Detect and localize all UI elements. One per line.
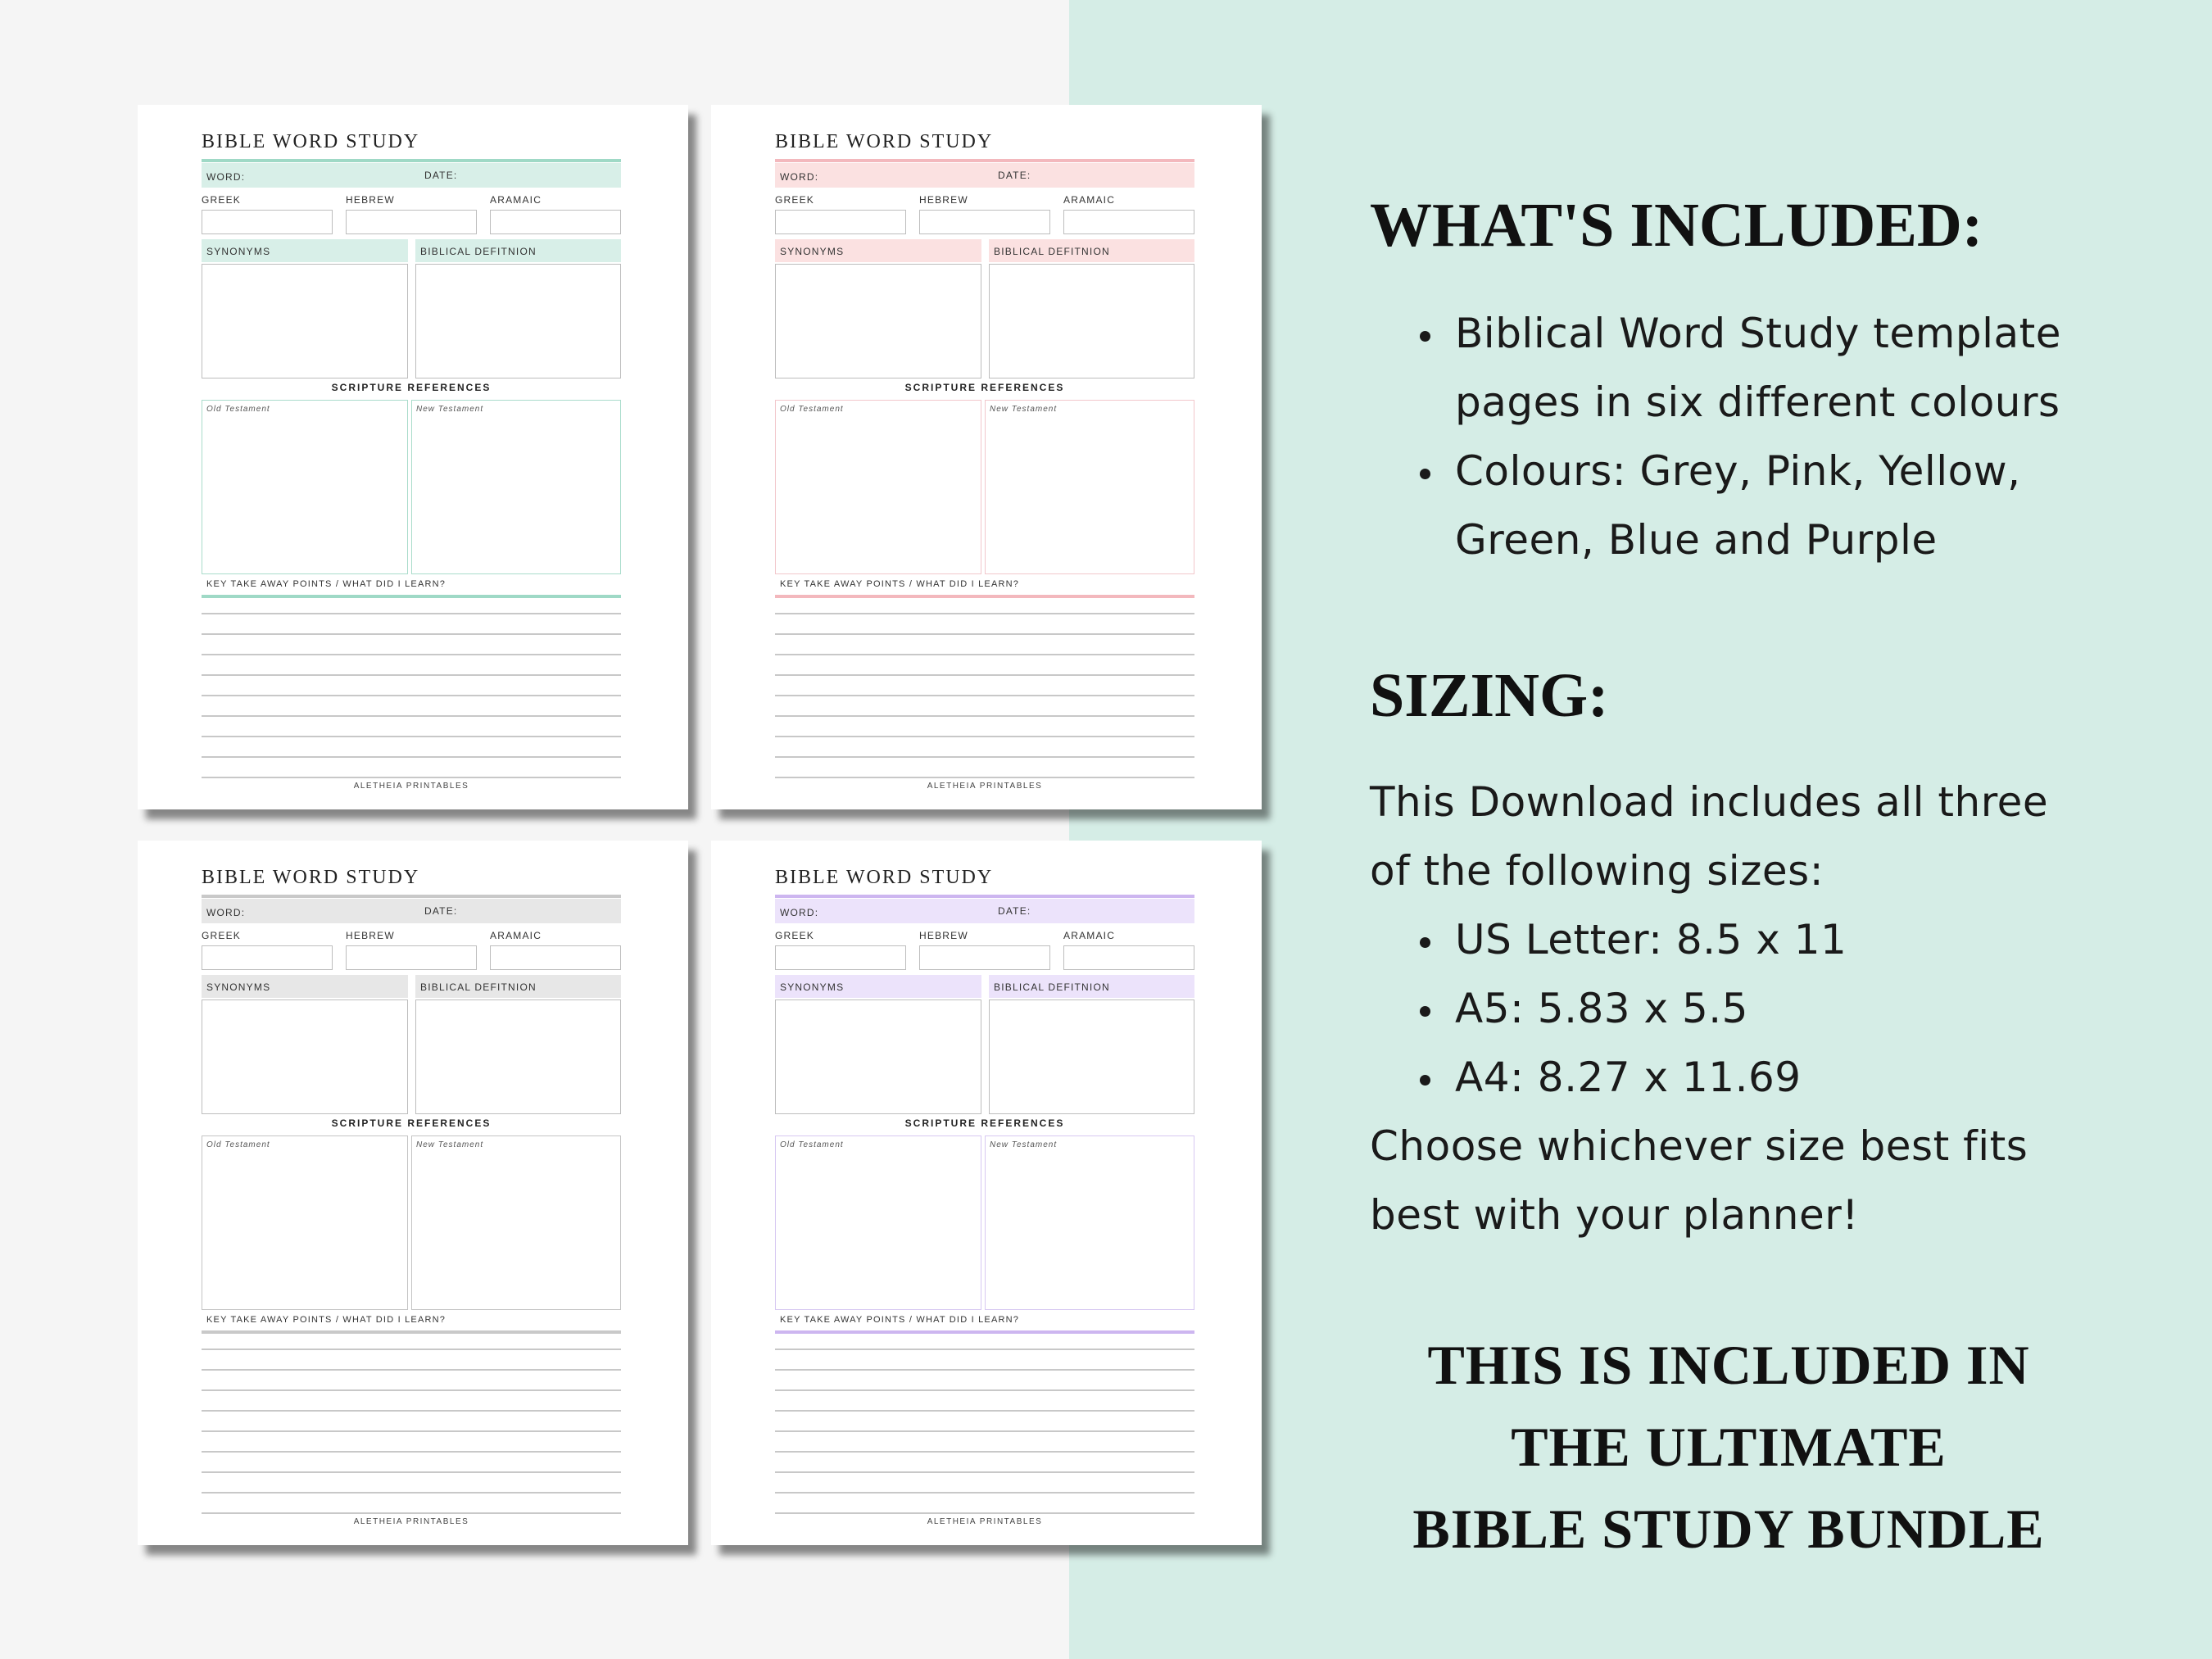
synonyms-box xyxy=(775,999,981,1114)
word-label: WORD: xyxy=(206,907,246,918)
new-testament-box xyxy=(985,1135,1194,1310)
note-line xyxy=(775,633,1194,635)
planner-title: BIBLE WORD STUDY xyxy=(202,867,420,888)
note-line xyxy=(202,1471,621,1473)
word-date-bar xyxy=(202,163,621,188)
greek-label: GREEK xyxy=(202,194,242,206)
word-date-bar xyxy=(775,163,1194,188)
planner-page-purple xyxy=(711,841,1262,1545)
included-item-2-line-2: Green, Blue and Purple xyxy=(1455,516,1938,564)
synonyms-label: SYNONYMS xyxy=(206,246,271,257)
note-line xyxy=(775,736,1194,737)
greek-label: GREEK xyxy=(775,194,815,206)
takeaway-label: KEY TAKE AWAY POINTS / WHAT DID I LEARN? xyxy=(206,579,446,589)
word-label: WORD: xyxy=(780,907,819,918)
note-line xyxy=(202,736,621,737)
note-line xyxy=(202,654,621,655)
note-line xyxy=(775,674,1194,676)
note-line xyxy=(775,1389,1194,1391)
aramaic-label: ARAMAIC xyxy=(1063,194,1116,206)
title-rule xyxy=(202,895,621,898)
word-label: WORD: xyxy=(206,171,246,183)
planner-footer: ALETHEIA PRINTABLES xyxy=(927,782,1043,791)
note-line xyxy=(202,756,621,758)
takeaway-rule xyxy=(202,1330,621,1334)
synonyms-label: SYNONYMS xyxy=(780,981,845,993)
note-line xyxy=(775,654,1194,655)
note-line xyxy=(202,613,621,614)
included-item-2-line-1: Colours: Grey, Pink, Yellow, xyxy=(1455,447,2021,495)
old-testament-label: Old Testament xyxy=(206,405,270,414)
note-line xyxy=(202,777,621,778)
note-line xyxy=(775,1369,1194,1371)
hebrew-field xyxy=(919,210,1050,234)
note-line xyxy=(775,695,1194,696)
sizing-intro-line-2: of the following sizes: xyxy=(1370,847,1824,895)
note-line xyxy=(775,1492,1194,1494)
greek-field xyxy=(775,210,906,234)
note-line xyxy=(202,1349,621,1350)
bullet-icon xyxy=(1420,1006,1430,1017)
date-label: DATE: xyxy=(998,905,1031,917)
greek-label: GREEK xyxy=(202,930,242,941)
scripture-heading: SCRIPTURE REFERENCES xyxy=(331,1117,492,1129)
planner-footer: ALETHEIA PRINTABLES xyxy=(353,782,469,791)
size-a4: A4: 8.27 x 11.69 xyxy=(1455,1054,1802,1101)
hebrew-field xyxy=(346,210,477,234)
hebrew-field xyxy=(919,945,1050,970)
old-testament-box xyxy=(202,1135,408,1310)
definition-box xyxy=(415,264,621,378)
bullet-icon xyxy=(1420,469,1430,479)
note-line xyxy=(202,1430,621,1432)
old-testament-box xyxy=(202,400,408,574)
hebrew-field xyxy=(346,945,477,970)
note-line xyxy=(775,613,1194,614)
note-line xyxy=(775,777,1194,778)
new-testament-label: New Testament xyxy=(990,1140,1058,1149)
takeaway-label: KEY TAKE AWAY POINTS / WHAT DID I LEARN? xyxy=(780,579,1020,589)
note-line xyxy=(202,1512,621,1514)
greek-field xyxy=(202,210,333,234)
definition-label: BIBLICAL DEFITNION xyxy=(994,246,1110,257)
scripture-heading: SCRIPTURE REFERENCES xyxy=(331,382,492,393)
note-line xyxy=(202,715,621,717)
aramaic-label: ARAMAIC xyxy=(490,194,542,206)
takeaway-rule xyxy=(775,1330,1194,1334)
definition-label: BIBLICAL DEFITNION xyxy=(994,981,1110,993)
hebrew-label: HEBREW xyxy=(346,194,395,206)
takeaway-label: KEY TAKE AWAY POINTS / WHAT DID I LEARN? xyxy=(206,1315,446,1325)
planner-title: BIBLE WORD STUDY xyxy=(775,131,994,152)
date-label: DATE: xyxy=(424,905,458,917)
aramaic-field xyxy=(490,210,621,234)
planner-page-grey xyxy=(138,841,688,1545)
definition-label: BIBLICAL DEFITNION xyxy=(420,981,537,993)
new-testament-box xyxy=(411,1135,621,1310)
date-label: DATE: xyxy=(424,170,458,181)
greek-field xyxy=(202,945,333,970)
definition-box xyxy=(989,999,1194,1114)
note-line xyxy=(202,1451,621,1453)
note-line xyxy=(775,756,1194,758)
synonyms-label: SYNONYMS xyxy=(206,981,271,993)
planner-page-green xyxy=(138,105,688,809)
sizing-outro-line-2: best with your planner! xyxy=(1370,1191,1859,1239)
old-testament-box xyxy=(775,400,981,574)
title-rule xyxy=(775,159,1194,162)
new-testament-label: New Testament xyxy=(990,405,1058,414)
size-a5: A5: 5.83 x 5.5 xyxy=(1455,985,1748,1032)
scripture-heading: SCRIPTURE REFERENCES xyxy=(904,382,1065,393)
size-us-letter: US Letter: 8.5 x 11 xyxy=(1455,916,1847,963)
included-item-1-line-1: Biblical Word Study template xyxy=(1455,310,2062,357)
promo-line-3: BIBLE STUDY BUNDLE xyxy=(1412,1498,2045,1560)
sizing-heading: SIZING: xyxy=(1370,661,1609,730)
scripture-heading: SCRIPTURE REFERENCES xyxy=(904,1117,1065,1129)
old-testament-box xyxy=(775,1135,981,1310)
included-item-1-line-2: pages in six different colours xyxy=(1455,378,2060,426)
note-line xyxy=(202,1389,621,1391)
planner-title: BIBLE WORD STUDY xyxy=(775,867,994,888)
synonyms-box xyxy=(775,264,981,378)
note-line xyxy=(775,1471,1194,1473)
note-line xyxy=(775,1349,1194,1350)
takeaway-rule xyxy=(775,595,1194,598)
title-rule xyxy=(202,159,621,162)
note-line xyxy=(202,1369,621,1371)
planner-footer: ALETHEIA PRINTABLES xyxy=(927,1517,1043,1526)
new-testament-box xyxy=(985,400,1194,574)
new-testament-label: New Testament xyxy=(416,405,484,414)
note-line xyxy=(202,1492,621,1494)
definition-box xyxy=(415,999,621,1114)
old-testament-label: Old Testament xyxy=(780,405,844,414)
included-heading: WHAT'S INCLUDED: xyxy=(1370,191,1983,260)
takeaway-label: KEY TAKE AWAY POINTS / WHAT DID I LEARN? xyxy=(780,1315,1020,1325)
note-line xyxy=(202,695,621,696)
word-date-bar xyxy=(202,899,621,923)
aramaic-field xyxy=(490,945,621,970)
synonyms-label: SYNONYMS xyxy=(780,246,845,257)
title-rule xyxy=(775,895,1194,898)
bullet-icon xyxy=(1420,937,1430,948)
planner-title: BIBLE WORD STUDY xyxy=(202,131,420,152)
planner-footer: ALETHEIA PRINTABLES xyxy=(353,1517,469,1526)
note-line xyxy=(202,633,621,635)
synonyms-box xyxy=(202,999,408,1114)
note-line xyxy=(775,1451,1194,1453)
hebrew-label: HEBREW xyxy=(346,930,395,941)
word-date-bar xyxy=(775,899,1194,923)
note-line xyxy=(775,1512,1194,1514)
greek-field xyxy=(775,945,906,970)
note-line xyxy=(775,1430,1194,1432)
takeaway-rule xyxy=(202,595,621,598)
old-testament-label: Old Testament xyxy=(206,1140,270,1149)
old-testament-label: Old Testament xyxy=(780,1140,844,1149)
aramaic-label: ARAMAIC xyxy=(490,930,542,941)
note-line xyxy=(202,1410,621,1412)
promo-line-2: THE ULTIMATE xyxy=(1511,1416,1947,1478)
sizing-outro-line-1: Choose whichever size best fits xyxy=(1370,1122,2028,1170)
synonyms-box xyxy=(202,264,408,378)
definition-label: BIBLICAL DEFITNION xyxy=(420,246,537,257)
aramaic-field xyxy=(1063,210,1194,234)
new-testament-box xyxy=(411,400,621,574)
date-label: DATE: xyxy=(998,170,1031,181)
definition-box xyxy=(989,264,1194,378)
note-line xyxy=(775,1410,1194,1412)
word-label: WORD: xyxy=(780,171,819,183)
new-testament-label: New Testament xyxy=(416,1140,484,1149)
bullet-icon xyxy=(1420,331,1430,342)
note-line xyxy=(202,674,621,676)
bullet-icon xyxy=(1420,1075,1430,1086)
note-line xyxy=(775,715,1194,717)
sizing-intro-line-1: This Download includes all three xyxy=(1370,778,2049,826)
hebrew-label: HEBREW xyxy=(919,930,968,941)
aramaic-label: ARAMAIC xyxy=(1063,930,1116,941)
greek-label: GREEK xyxy=(775,930,815,941)
aramaic-field xyxy=(1063,945,1194,970)
hebrew-label: HEBREW xyxy=(919,194,968,206)
planner-page-pink xyxy=(711,105,1262,809)
promo-line-1: THIS IS INCLUDED IN xyxy=(1427,1334,2030,1396)
